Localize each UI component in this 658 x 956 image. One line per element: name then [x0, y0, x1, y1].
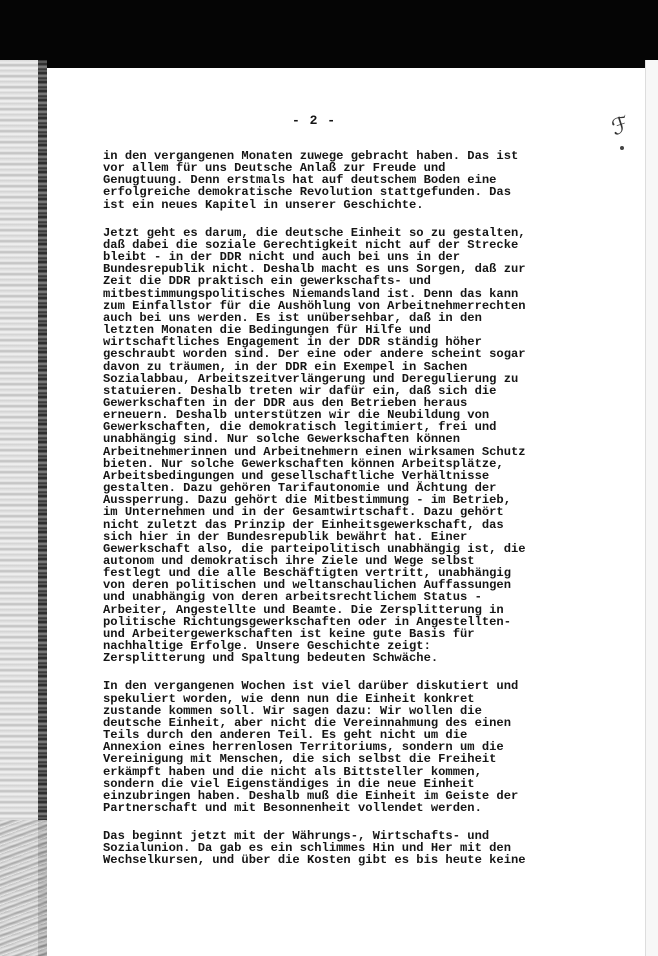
document-body [103, 150, 533, 883]
paragraph-2: Jetzt geht es darum, die deutsche Einheit so zu gestalten, daß dabei die soziale Gerechtigkeit nicht auf der Strecke bleibt - in der DDR nicht und auch bei uns in der Bundesrepublik nicht. Deshalb macht es uns Sorgen, daß zur Zeit die DDR praktisch ein gewerkschafts- und mitbestimmungspolitisches Niemandsland ist. Denn das kann zum Einfallstor für die Aushöhlung von Arbeitnehmerrechten auch bei uns werden. Es ist unübersehbar, daß in den letzten Monaten die Bedingungen für Hilfe und wirtschaftliches Engagement in der DDR ständig höher geschraubt worden sind. Der eine oder andere scheint sogar davon zu träumen, in der DDR ein Exempel in Sachen Sozialabbau, Arbeitszeitverlängerung und Deregulierung zu statuieren. Deshalb treten wir dafür ein, daß sich die Gewerkschaften in der DDR aus den Betrieben heraus erneuern. Deshalb unterstützen wir die Neubildung von Gewerkschaften, die demokratisch legitimiert, frei und unabhängig sind. Nur solche Gewerkschaften können Arbeitnehmerinnen und Arbeitnehmern einen wirksamen Schutz bieten. Nur solche Gewerkschaften können Arbeitsplätze, Arbeitsbedingungen und gesellschaftliche Verhältnisse gestalten. Dazu gehören Tarifautonomie und Ächtung der Aussperrung. Dazu gehört die Mitbestimmung - im Betrieb, im Unternehmen und in der Gesamtwirtschaft. Dazu gehört nicht zuletzt das Prinzip der Einheitsgewerkschaft, das sich hier in der Bundesrepublik bewährt hat. Einer Gewerkschaft also, die parteipolitisch unabhängig ist, die autonom und demokratisch ihre Ziele und Wege selbst festlegt und die alle Beschäftigten vertritt, unabhängig von deren politischen und weltanschaulichen Auffassungen und unabhängig von deren arbeitsrechtlichem Status - Arbeiter, Angestellte und Beamte. Die Zersplitterung in politische Richtungsgewerkschaften oder in Angestellten- und Arbeitergewerkschaften ist keine gute Basis für nachhaltige Erfolge. Unsere Geschichte zeigt: Zersplitterung und Spaltung bedeuten Schwäche. [103, 225, 526, 666]
paragraph-1: in den vergangenen Monaten zuwege gebracht haben. Das ist vor allem für uns Deutsche Anlaß zur Freude und Genugtuung. Denn erstmals hat auf deutschem Boden eine erfolgreiche demokratische Revolution stattgefunden. Das ist ein neues Kapitel in unserer Geschichte. [103, 149, 519, 212]
paragraph-3: In den vergangenen Wochen ist viel darüber diskutiert und spekuliert worden, wie denn nun die Einheit konkret zustande kommen soll. Wir sagen dazu: Wir wollen die deutsche Einheit, aber nicht die Vereinnahmung des einen Teils durch den anderen Teil. Es geht nicht um die Annexion eines herrenlosen Territoriums, sondern um die Vereinigung mit Menschen, die sich selbst die Freiheit erkämpft haben und die nicht als Bittsteller kommen, sondern die viel Eigenständiges in die neue Einheit einzubringen haben. Deshalb muß die Einheit im Geiste der Partnerschaft und mit Besonnenheit vollendet werden. [103, 679, 519, 815]
scan-right-edge [645, 60, 658, 956]
scan-left-bottom-noise [0, 820, 47, 956]
scan-top-shadow [0, 0, 658, 68]
paragraph-4: Das beginnt jetzt mit der Währungs-, Wirtschafts- und Sozialunion. Da gab es ein schlimmes Hin und Her mit den Wechselkursen, und über die Kosten gibt es bis heute keine [103, 829, 526, 868]
handwritten-margin-mark: ℱ [608, 111, 633, 142]
margin-dot [620, 146, 624, 150]
page-number: - 2 - [292, 113, 337, 128]
